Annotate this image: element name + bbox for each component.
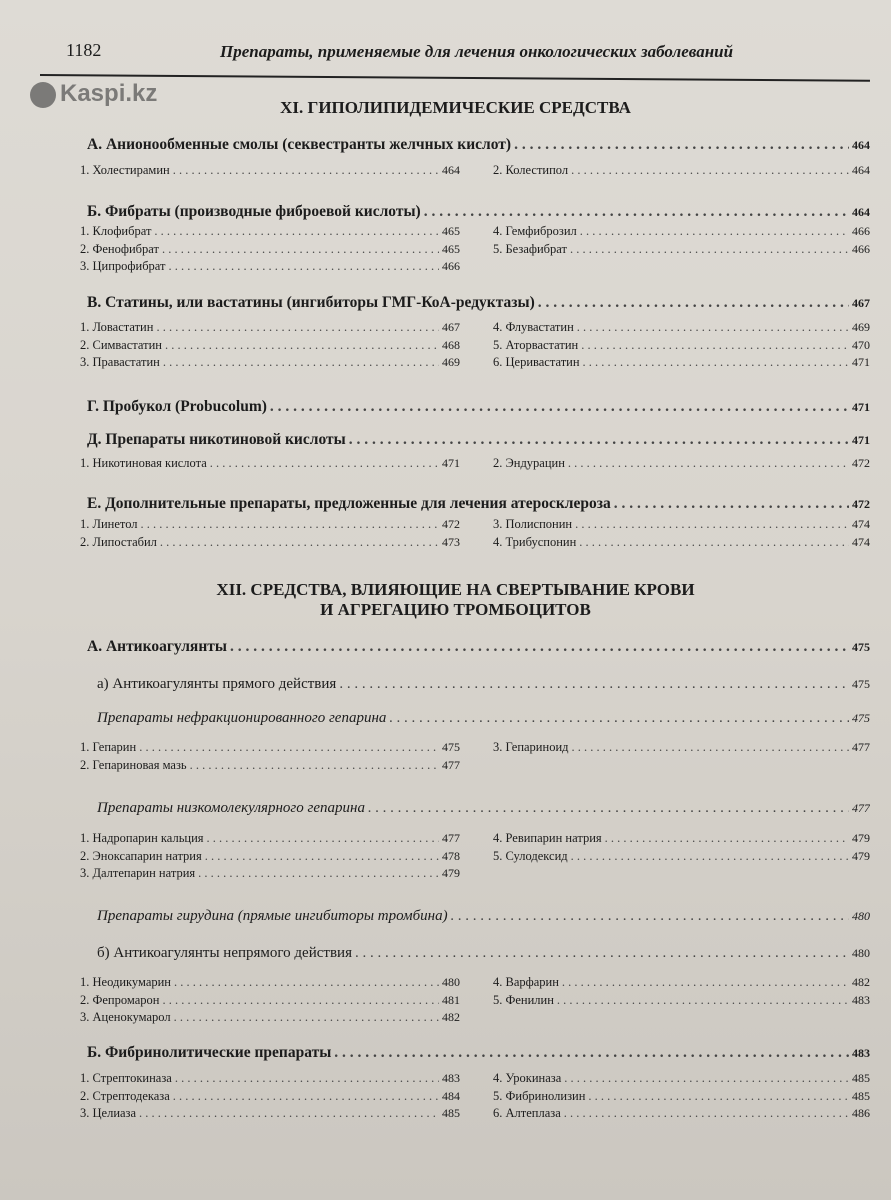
entry-page: 485 xyxy=(442,1106,460,1120)
section-heading xyxy=(87,398,870,416)
entry-label: 2. Фенофибрат xyxy=(80,241,159,256)
entry-label: 3. Далтепарин натрия xyxy=(80,866,196,880)
dot-leader xyxy=(614,495,849,513)
dot-leader xyxy=(160,535,439,550)
dot-leader xyxy=(349,431,849,449)
entry-label: 1. Никотиновая кислота xyxy=(80,456,207,470)
entry-page: 477 xyxy=(852,740,870,754)
entry-label: 2. Гепариновая мазь xyxy=(80,757,187,772)
toc-item xyxy=(80,1010,460,1025)
entry-label: 1. Гепарин xyxy=(80,740,137,754)
entry-label: 5. Безафибрат xyxy=(493,241,567,256)
dot-leader xyxy=(162,242,439,257)
toc-item xyxy=(493,456,870,471)
entry-label: Д. Препараты никотиновой кислоты xyxy=(87,431,346,448)
dot-leader xyxy=(562,975,849,990)
toc-item xyxy=(493,338,870,353)
entry-label: 1. Надропарин кальция xyxy=(80,831,204,845)
toc-item xyxy=(80,740,460,755)
entry-page: 483 xyxy=(442,1071,460,1085)
entry-label: 4. Трибуспонин xyxy=(493,534,577,549)
toc-item xyxy=(493,1089,870,1104)
entry-page: 465 xyxy=(442,241,460,256)
dot-leader xyxy=(139,1106,439,1121)
page-number: 1182 xyxy=(66,40,102,60)
dot-leader xyxy=(139,740,439,755)
dot-leader xyxy=(368,800,849,817)
entry-label: 5. Фенилин xyxy=(493,992,554,1007)
entry-label: А. Антикоагулянты xyxy=(87,638,227,655)
chapter-title xyxy=(0,98,891,118)
dot-leader xyxy=(564,1071,849,1086)
entry-label: 3. Полиспонин xyxy=(493,517,573,531)
dot-leader xyxy=(334,1044,849,1062)
dot-leader xyxy=(538,294,849,312)
entry-page: 475 xyxy=(852,711,870,725)
entry-page: 471 xyxy=(852,355,870,369)
dot-leader xyxy=(389,710,849,727)
dot-leader xyxy=(557,993,849,1008)
group-heading xyxy=(97,908,870,925)
entry-page: 466 xyxy=(852,241,870,256)
entry-label: 1. Линетол xyxy=(80,517,138,531)
entry-page: 485 xyxy=(852,1088,870,1103)
entry-label: 2. Колестипол xyxy=(493,163,569,177)
entry-label: 1. Ловастатин xyxy=(80,320,154,334)
entry-label: А. Анионообменные смолы (секвестранты желчных кислот) xyxy=(87,136,512,153)
entry-page: 471 xyxy=(442,456,460,470)
entry-page: 469 xyxy=(442,355,460,369)
toc-item xyxy=(493,1106,870,1121)
dot-leader xyxy=(169,259,440,274)
entry-page: 472 xyxy=(852,456,870,470)
entry-label: а) Антикоагулянты прямого действия xyxy=(97,676,337,692)
entry-label: 3. Гепариноид xyxy=(493,740,569,754)
dot-leader xyxy=(579,535,849,550)
entry-label: Б. Фибраты (производные фиброевой кислоты) xyxy=(87,203,421,220)
entry-label: 2. Липостабил xyxy=(80,534,157,549)
entry-page: 477 xyxy=(852,801,870,815)
entry-label: 4. Гемфиброзил xyxy=(493,224,577,238)
entry-page: 475 xyxy=(442,740,460,754)
toc-item xyxy=(493,242,870,257)
toc-item xyxy=(80,831,460,846)
chapter-title xyxy=(0,580,891,620)
dot-leader xyxy=(190,758,439,773)
entry-label: 4. Ревипарин натрия xyxy=(493,831,602,845)
entry-label: 1. Неодикумарин xyxy=(80,975,171,989)
dot-leader xyxy=(451,908,849,925)
entry-label: 3. Аценокумарол xyxy=(80,1010,171,1024)
entry-label: Г. Пробукол (Probucolum) xyxy=(87,398,267,415)
entry-page: 468 xyxy=(442,337,460,352)
entry-label: 4. Варфарин xyxy=(493,975,559,989)
toc-item xyxy=(493,163,870,178)
watermark-text: Kaspi.kz xyxy=(60,80,158,107)
entry-page: 474 xyxy=(852,517,870,531)
entry-label: 5. Фибринолизин xyxy=(493,1088,586,1103)
toc-item xyxy=(80,456,460,471)
section-heading xyxy=(87,1044,870,1062)
dot-leader xyxy=(572,740,850,755)
entry-page: 470 xyxy=(852,337,870,352)
toc-item xyxy=(80,163,460,178)
section-heading xyxy=(87,294,870,312)
dot-leader xyxy=(141,517,439,532)
entry-label: 3. Целиаза xyxy=(80,1106,137,1120)
entry-label: 2. Фепромарон xyxy=(80,992,160,1007)
entry-page: 482 xyxy=(442,1010,460,1024)
entry-page: 479 xyxy=(852,848,870,863)
toc-item xyxy=(493,517,870,532)
entry-page: 467 xyxy=(852,296,870,310)
toc-item xyxy=(80,1089,460,1104)
dot-leader xyxy=(605,831,849,846)
entry-page: 474 xyxy=(852,534,870,549)
dot-leader xyxy=(173,163,439,178)
entry-label: 1. Стрептокиназа xyxy=(80,1071,172,1085)
entry-page: 484 xyxy=(442,1088,460,1103)
toc-item xyxy=(493,320,870,335)
subsection-heading xyxy=(97,945,870,962)
dot-leader xyxy=(174,975,439,990)
dot-leader xyxy=(173,1089,439,1104)
dot-leader xyxy=(165,338,439,353)
toc-item xyxy=(493,355,870,370)
entry-page: 477 xyxy=(442,757,460,772)
entry-page: 485 xyxy=(852,1071,870,1085)
entry-label: 4. Флувастатин xyxy=(493,320,574,334)
toc-item xyxy=(80,517,460,532)
toc-item xyxy=(80,758,460,773)
entry-label: 2. Эндурацин xyxy=(493,456,565,470)
entry-page: 465 xyxy=(442,224,460,238)
toc-item xyxy=(80,849,460,864)
toc-item xyxy=(493,1071,870,1086)
entry-label: Препараты низкомолекулярного гепарина xyxy=(97,800,365,816)
group-heading xyxy=(97,800,870,817)
entry-page: 464 xyxy=(852,205,870,219)
dot-leader xyxy=(424,203,849,221)
dot-leader xyxy=(154,224,439,239)
dot-leader xyxy=(580,224,849,239)
group-heading xyxy=(97,710,870,727)
toc-item xyxy=(80,338,460,353)
entry-page: 483 xyxy=(852,1046,870,1060)
entry-page: 479 xyxy=(852,831,870,845)
entry-page: 486 xyxy=(852,1106,870,1120)
entry-label: 3. Ципрофибрат xyxy=(80,259,166,273)
entry-label: 6. Алтеплаза xyxy=(493,1106,561,1120)
entry-page: 481 xyxy=(442,992,460,1007)
entry-page: 464 xyxy=(852,138,870,152)
dot-leader xyxy=(568,456,849,471)
entry-page: 478 xyxy=(442,848,460,863)
chapter-title-line: XI. ГИПОЛИПИДЕМИЧЕСКИЕ СРЕДСТВА xyxy=(280,98,631,117)
toc-item xyxy=(80,866,460,881)
dot-leader xyxy=(207,831,439,846)
entry-page: 467 xyxy=(442,320,460,334)
toc-item xyxy=(493,849,870,864)
dot-leader xyxy=(339,676,849,693)
toc-item xyxy=(493,740,870,755)
dot-leader xyxy=(270,398,849,416)
dot-leader xyxy=(156,320,439,335)
section-heading xyxy=(87,431,870,449)
toc-item xyxy=(80,535,460,550)
entry-label: 2. Стрептодеказа xyxy=(80,1088,170,1103)
dot-leader xyxy=(583,355,849,370)
entry-label: 2. Симвастатин xyxy=(80,337,162,352)
toc-item xyxy=(80,259,460,274)
entry-page: 469 xyxy=(852,320,870,334)
entry-label: 4. Урокиназа xyxy=(493,1071,562,1085)
toc-item xyxy=(493,831,870,846)
entry-label: 1. Холестирамин xyxy=(80,163,170,177)
subsection-heading xyxy=(97,676,870,693)
dot-leader xyxy=(355,945,849,962)
dot-leader xyxy=(571,849,849,864)
dot-leader xyxy=(230,638,849,656)
dot-leader xyxy=(163,355,439,370)
toc-item xyxy=(80,993,460,1008)
entry-page: 475 xyxy=(852,640,870,654)
toc-item xyxy=(80,242,460,257)
entry-page: 466 xyxy=(442,259,460,273)
entry-label: 5. Аторвастатин xyxy=(493,337,579,352)
header-rule xyxy=(40,74,870,82)
entry-label: В. Статины, или вастатины (ингибиторы ГМГ-КоА-редуктазы) xyxy=(87,294,535,311)
entry-page: 480 xyxy=(442,975,460,989)
dot-leader xyxy=(581,338,849,353)
entry-page: 472 xyxy=(442,517,460,531)
entry-page: 475 xyxy=(852,677,870,691)
entry-label: 6. Церивастатин xyxy=(493,355,580,369)
toc-item xyxy=(493,975,870,990)
toc-item xyxy=(80,355,460,370)
entry-label: Препараты нефракционированного гепарина xyxy=(97,710,387,726)
entry-label: Е. Дополнительные препараты, предложенные для лечения атеросклероза xyxy=(87,495,611,512)
dot-leader xyxy=(577,320,849,335)
dot-leader xyxy=(564,1106,849,1121)
entry-label: 1. Клофибрат xyxy=(80,224,152,238)
entry-page: 479 xyxy=(442,866,460,880)
entry-label: Препараты гирудина (прямые ингибиторы тромбина) xyxy=(97,908,448,924)
dot-leader xyxy=(198,866,439,881)
entry-page: 482 xyxy=(852,975,870,989)
chapter-title-line: И АГРЕГАЦИЮ ТРОМБОЦИТОВ xyxy=(320,600,591,619)
entry-label: 2. Эноксапарин натрия xyxy=(80,848,202,863)
entry-label: 5. Сулодексид xyxy=(493,848,568,863)
section-heading xyxy=(87,638,870,656)
toc-item xyxy=(80,1106,460,1121)
entry-label: Б. Фибринолитические препараты xyxy=(87,1044,332,1061)
entry-page: 472 xyxy=(852,497,870,511)
entry-page: 480 xyxy=(852,946,870,960)
section-heading xyxy=(87,495,870,513)
dot-leader xyxy=(175,1071,439,1086)
dot-leader xyxy=(575,517,849,532)
section-heading xyxy=(87,203,870,221)
dot-leader xyxy=(571,163,849,178)
toc-item xyxy=(80,1071,460,1086)
entry-label: б) Антикоагулянты непрямого действия xyxy=(97,945,352,961)
chapter-title-line: XII. СРЕДСТВА, ВЛИЯЮЩИЕ НА СВЕРТЫВАНИЕ КРОВИ xyxy=(216,580,695,599)
toc-item xyxy=(493,535,870,550)
toc-item xyxy=(493,993,870,1008)
entry-page: 477 xyxy=(442,831,460,845)
entry-page: 483 xyxy=(852,992,870,1007)
toc-item xyxy=(80,975,460,990)
toc-item xyxy=(80,224,460,239)
toc-item xyxy=(80,320,460,335)
dot-leader xyxy=(210,456,439,471)
dot-leader xyxy=(174,1010,439,1025)
dot-leader xyxy=(205,849,439,864)
entry-page: 466 xyxy=(852,224,870,238)
section-heading xyxy=(87,136,870,154)
dot-leader xyxy=(514,136,849,154)
dot-leader xyxy=(570,242,849,257)
entry-page: 471 xyxy=(852,400,870,414)
entry-page: 480 xyxy=(852,909,870,923)
toc-item xyxy=(493,224,870,239)
dot-leader xyxy=(162,993,439,1008)
entry-page: 471 xyxy=(852,433,870,447)
entry-page: 464 xyxy=(852,163,870,177)
dot-leader xyxy=(588,1089,849,1104)
entry-page: 464 xyxy=(442,163,460,177)
entry-label: 3. Правастатин xyxy=(80,355,160,369)
entry-page: 473 xyxy=(442,534,460,549)
running-title: Препараты, применяемые для лечения онкологических заболеваний xyxy=(220,42,734,61)
